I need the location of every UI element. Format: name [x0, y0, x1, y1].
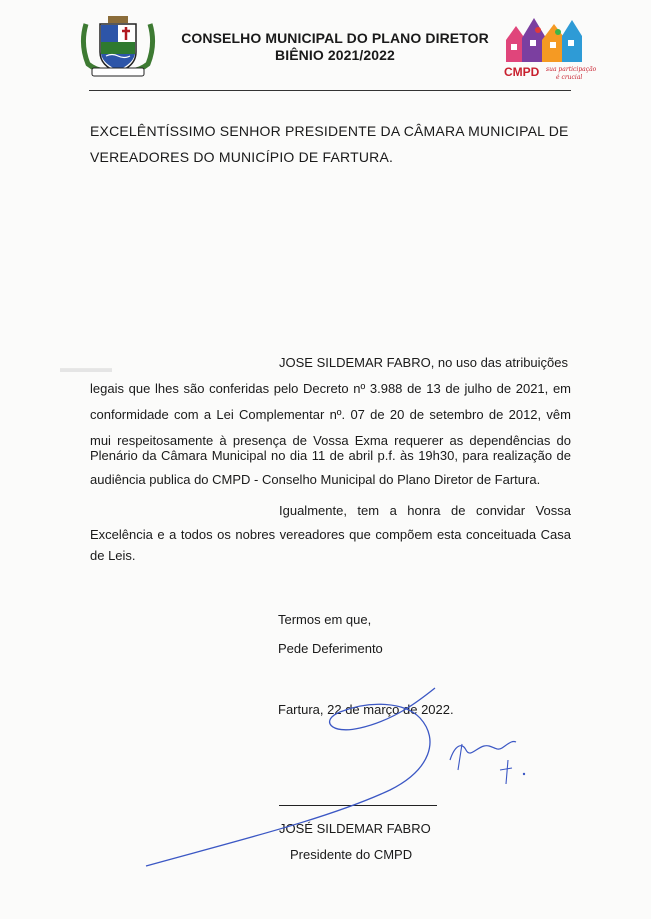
closing-line-1: Termos em que, — [278, 612, 372, 627]
date-line: Fartura, 22 de março de 2022. — [278, 702, 454, 717]
logo-text: CMPD — [504, 65, 540, 79]
header-title: CONSELHO MUNICIPAL DO PLANO DIRETOR — [181, 30, 489, 46]
paragraph-1-line-1: JOSE SILDEMAR FABRO, no uso das atribuições — [279, 355, 569, 370]
paragraph-2-line-3: de Leis. — [90, 548, 136, 563]
paragraph-2-line-1: Igualmente, tem a honra de convidar Vossa — [279, 503, 571, 518]
paragraph-1-line-5: Plenário da Câmara Municipal no dia 11 de abril p.f. às 19h30, para realização de — [90, 448, 571, 463]
header-subtitle: BIÊNIO 2021/2022 — [275, 47, 395, 63]
logo-tagline-2: é crucial — [556, 74, 583, 81]
addressee-line-1: EXCELÊNTÍSSIMO SENHOR PRESIDENTE DA CÂMARA MUNICIPAL DE — [90, 123, 569, 139]
paragraph-1-line-3: conformidade com a Lei Complementar nº. 07 de 20 de setembro de 2012, vêm — [90, 407, 571, 422]
signature-line — [279, 805, 437, 806]
signatory-role: Presidente do CMPD — [290, 847, 413, 862]
bleed-through-text: ▬▬▬▬ — [60, 360, 112, 375]
paragraph-1-line-2: legais que lhes são conferidas pelo Decreto nº 3.988 de 13 de julho de 2021, em — [90, 381, 571, 396]
cmpd-logo — [502, 10, 597, 88]
signatory-name: JOSÉ SILDEMAR FABRO — [279, 821, 431, 836]
closing-line-2: Pede Deferimento — [278, 641, 383, 656]
paragraph-2-line-2: Excelência e a todos os nobres vereadores que compõem esta conceituada Casa — [90, 527, 571, 542]
addressee-line-2: VEREADORES DO MUNICÍPIO DE FARTURA. — [90, 149, 394, 165]
paragraph-1-line-4: mui respeitosamente à presença de Vossa Exma requerer as dependências do — [90, 433, 571, 448]
municipal-crest-icon — [78, 14, 158, 78]
header-divider — [89, 90, 571, 91]
paragraph-1-line-6: audiência publica do CMPD - Conselho Municipal do Plano Diretor de Fartura. — [90, 472, 541, 487]
logo-tagline-1: sua participação — [546, 66, 597, 73]
city-houses-icon — [502, 10, 586, 64]
